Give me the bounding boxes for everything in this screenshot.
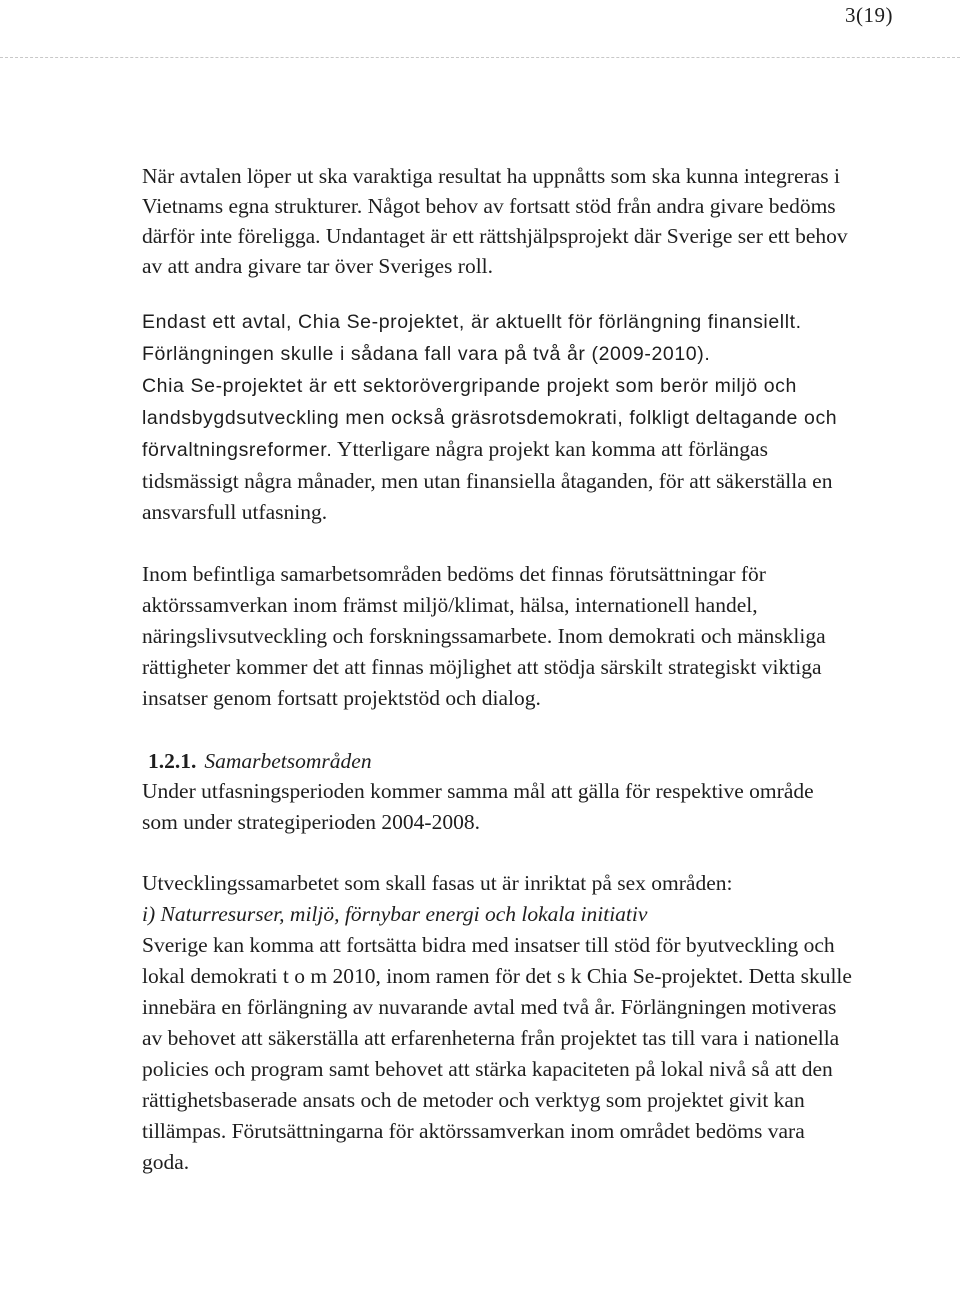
paragraph-extension bbox=[142, 306, 852, 528]
paragraph-further-projects: Ytterligare några projekt kan komma att förlängas tidsmässigt några månader, men utan finansiella åtaganden, för att säkerställa en ansvarsfull utfasning. bbox=[142, 437, 833, 524]
subsection-heading: i) Naturresurser, miljö, förnybar energi och lokala initiativ bbox=[142, 902, 648, 926]
document-body bbox=[142, 161, 852, 1178]
page-number: 3(19) bbox=[845, 3, 893, 27]
section-title: Samarbetsområden bbox=[204, 749, 372, 773]
paragraph-actor-cooperation: Inom befintliga samarbetsområden bedöms det finnas förutsättningar för aktörssamverkan inom främst miljö/klimat, hälsa, internationell handel, näringslivsutveckling och forskningssamarbete. Inom demokrati och mänskliga rättigheter kommer det att finnas möjlighet att stödja särskilt strategiskt viktiga insatser genom fortsatt projektstöd och dialog. bbox=[142, 562, 826, 710]
paragraph-chia-se-description: Chia Se-projektet är ett sektorövergripande projekt som berör miljö och landsbygdsutveckling men också gräsrotsdemokrati, folkligt deltagande och förvaltningsreformer. bbox=[142, 375, 838, 461]
paragraph-phaseout-results: När avtalen löper ut ska varaktiga resultat ha uppnåtts som ska kunna integreras i Vietnams egna strukturer. Något behov av fortsatt stöd från andra givare bedöms därför inte föreligga. Undantaget är ett rättshjälpsprojekt där Sverige ser ett behov av att andra givare tar över Sveriges roll. bbox=[142, 164, 848, 278]
paragraph-areas-intro: Utvecklingssamarbetet som skall fasas ut är inriktat på sex områden: bbox=[142, 871, 733, 895]
paragraph-extension-sans-text: Endast ett avtal, Chia Se-projektet, är aktuellt för förlängning finansiellt. Förlängningen skulle i sådana fall vara på två år (2009-2010). bbox=[142, 311, 802, 365]
header-divider bbox=[0, 57, 960, 58]
section-number: 1.2.1. bbox=[148, 749, 197, 773]
section-heading bbox=[148, 747, 852, 776]
paragraph-phaseout-goals: Under utfasningsperioden kommer samma mål att gälla för respektive område som under strategiperioden 2004-2008. bbox=[142, 779, 814, 834]
paragraph-natural-resources: Sverige kan komma att fortsätta bidra med insatser till stöd för byutveckling och lokal demokrati t o m 2010, inom ramen för det s k Chia Se-projektet. Detta skulle innebära en förlängning av nuvarande avtal med två år. Förlängningen motiveras av behovet att säkerställa att erfarenheterna från projektet tas till vara i nationella policies och program samt behovet att stärka kapaciteten på lokal nivå så att den rättighetsbaserade ansats och de metoder och verktyg som projektet givit kan tillämpas. Förutsättningarna för aktörssamverkan inom området bedöms vara goda. bbox=[142, 933, 852, 1174]
